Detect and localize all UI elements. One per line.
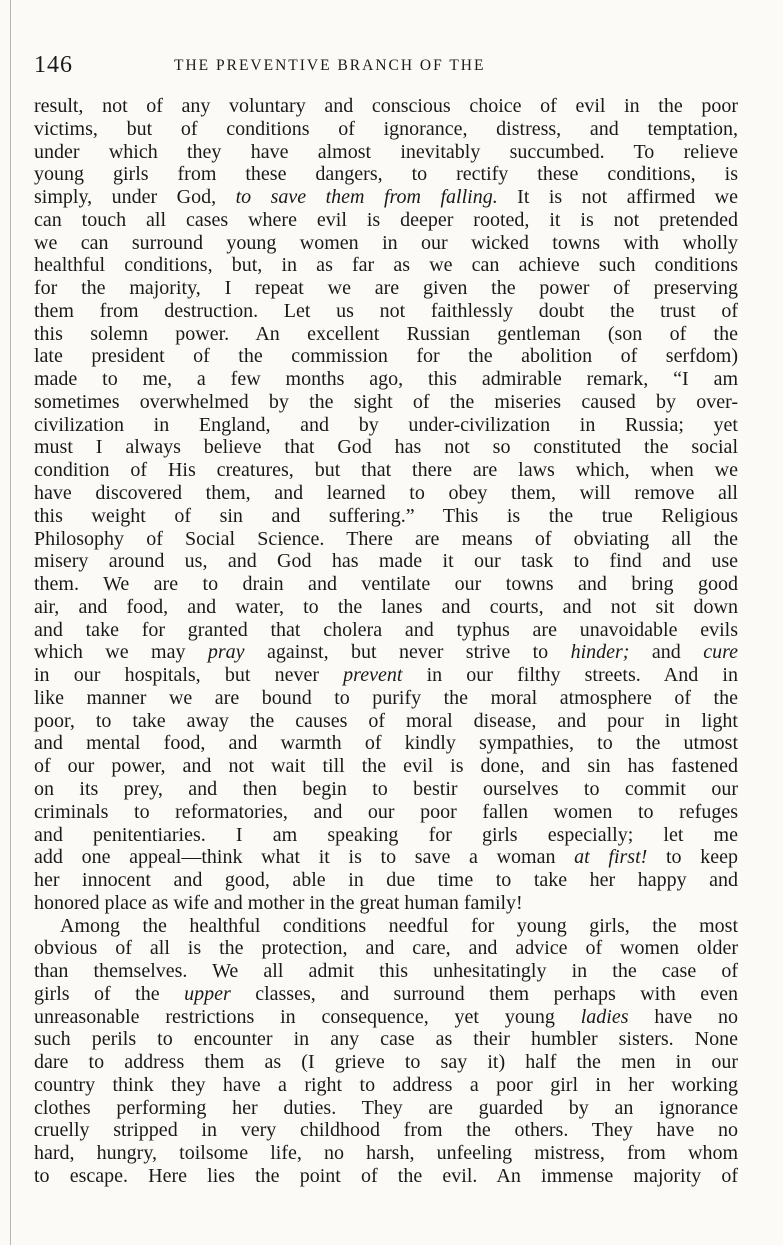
text-run: and penitentiaries. I am speaking for girls especially; let me: [34, 823, 738, 846]
text-line: [34, 436, 738, 459]
text-run: Philosophy of Social Science. There are means of obviating all the: [34, 527, 738, 550]
text-line: [34, 254, 738, 277]
italic-run: hinder;: [570, 641, 630, 664]
text-run: simply, under God,: [34, 186, 236, 209]
text-line: [34, 596, 738, 619]
italic-run: ladies: [580, 1005, 629, 1028]
text-line: [34, 915, 738, 938]
text-run: against, but never strive to: [244, 641, 571, 664]
text-line: [34, 1119, 738, 1142]
text-line: [34, 869, 738, 892]
text-line: [34, 459, 738, 482]
italic-run: upper: [184, 982, 231, 1005]
text-line: [34, 95, 738, 118]
italic-run: pray: [207, 641, 245, 664]
text-run: to escape. Here lies the point of the evil. An immense majority of: [34, 1164, 738, 1187]
text-run: victims, but of conditions of ignorance, distress, and temptation,: [34, 117, 738, 140]
text-run: we can surround young women in our wicked towns with wholly: [34, 231, 738, 254]
text-line: [34, 778, 738, 801]
text-run: It is not affirmed we: [497, 186, 738, 209]
page-number: 146: [34, 52, 73, 78]
text-run: girls of the: [34, 982, 185, 1005]
text-run: and mental food, and warmth of kindly sympathies, to the utmost: [34, 732, 738, 755]
text-line: [34, 687, 738, 710]
text-run: late president of the commission for the abolition of serfdom): [34, 345, 738, 368]
text-run: young girls from these dangers, to rectify these conditions, is: [34, 163, 738, 186]
text-line: [34, 619, 738, 642]
text-line: [34, 1165, 738, 1188]
text-run: can touch all cases where evil is deeper rooted, it is not pretended: [34, 208, 738, 231]
text-run: clothes performing her duties. They are guarded by an ignorance: [34, 1096, 738, 1119]
text-run: dare to address them as (I grieve to say it) half the men in our: [34, 1051, 738, 1074]
text-run: and take for granted that cholera and typhus are unavoidable evils: [34, 618, 738, 641]
text-run: like manner we are bound to purify the moral atmosphere of the: [34, 686, 738, 709]
text-run: result, not of any voluntary and conscious choice of evil in the poor: [34, 95, 738, 117]
text-run: have discovered them, and learned to obey them, will remove all: [34, 482, 738, 505]
text-line: [34, 983, 738, 1006]
text-line: [34, 550, 738, 573]
text-run: and: [629, 641, 704, 664]
text-line: [34, 300, 738, 323]
text-run: for the majority, I repeat we are given the power of preserving: [34, 277, 738, 300]
text-run: than themselves. We all admit this unhesitatingly in the case of: [34, 960, 738, 983]
running-head: [34, 52, 744, 80]
text-line: [34, 163, 738, 186]
text-line: [34, 414, 738, 437]
text-run: in our filthy streets. And in: [402, 664, 738, 687]
text-run: condition of His creatures, but that there are laws which, when we: [34, 459, 738, 482]
text-line: [34, 824, 738, 847]
italic-run: cure: [703, 641, 738, 664]
text-run: under which they have almost inevitably succumbed. To relieve: [34, 140, 738, 163]
text-line: [34, 186, 738, 209]
italic-run: prevent: [343, 664, 403, 687]
text-line: [34, 573, 738, 596]
text-run: cruelly stripped in very childhood from the others. They have no: [34, 1119, 738, 1142]
text-line: [34, 960, 738, 983]
text-line: [34, 505, 738, 528]
text-line: [34, 664, 738, 687]
text-run: them. We are to drain and ventilate our towns and bring good: [34, 573, 738, 596]
italic-run: at first!: [574, 846, 648, 869]
text-line: [34, 528, 738, 551]
text-run: country think they have a right to address a poor girl in her working: [34, 1073, 738, 1096]
text-run: criminals to reformatories, and our poor fallen women to refuges: [34, 800, 738, 823]
text-run: this weight of sin and suffering.” This is the true Religious: [34, 504, 738, 527]
text-line: [34, 1097, 738, 1120]
text-line: [34, 368, 738, 391]
text-line: [34, 755, 738, 778]
text-run: Among the healthful conditions needful for young girls, the most: [60, 914, 738, 937]
text-run: healthful conditions, but, in as far as we can achieve such conditions: [34, 254, 738, 277]
text-run: such perils to encounter in any case as their humbler sisters. None: [34, 1028, 738, 1051]
text-run: made to me, a few months ago, this admirable remark, “I am: [34, 368, 738, 391]
text-run: honored place as wife and mother in the great human family!: [34, 891, 523, 914]
text-run: them from destruction. Let us not faithlessly doubt the trust of: [34, 299, 738, 322]
text-run: to keep: [647, 846, 739, 869]
text-line: [34, 641, 738, 664]
text-line: [34, 1142, 738, 1165]
italic-run: to save them from falling.: [235, 186, 498, 209]
text-line: [34, 892, 738, 915]
text-run: obvious of all is the protection, and care, and advice of women older: [34, 937, 738, 960]
text-line: [34, 482, 738, 505]
body-text: [34, 95, 738, 1188]
text-line: [34, 801, 738, 824]
text-run: civilization in England, and by under-civilization in Russia; yet: [34, 413, 738, 436]
text-run: add one appeal—think what it is to save a woman: [34, 846, 575, 869]
text-line: [34, 846, 738, 869]
text-line: [34, 391, 738, 414]
text-line: [34, 277, 738, 300]
text-line: [34, 345, 738, 368]
text-run: air, and food, and water, to the lanes and courts, and not sit down: [34, 595, 738, 618]
text-run: which we may: [34, 641, 208, 664]
text-run: have no: [628, 1005, 738, 1028]
text-line: [34, 141, 738, 164]
text-line: [34, 1051, 738, 1074]
text-line: [34, 232, 738, 255]
text-line: [34, 1028, 738, 1051]
text-run: misery around us, and God has made it our task to find and use: [34, 550, 738, 573]
text-run: sometimes overwhelmed by the sight of the miseries caused by over-: [34, 390, 738, 413]
text-line: [34, 118, 738, 141]
text-line: [34, 937, 738, 960]
text-run: this solemn power. An excellent Russian gentleman (son of the: [34, 322, 738, 345]
text-line: [34, 1006, 738, 1029]
text-run: of our power, and not wait till the evil is done, and sin has fastened: [34, 755, 738, 778]
text-run: her innocent and good, able in due time to take her happy and: [34, 869, 738, 892]
text-line: [34, 710, 738, 733]
text-run: poor, to take away the causes of moral disease, and pour in light: [34, 709, 738, 732]
text-line: [34, 732, 738, 755]
page-edge-rule: [10, 0, 11, 1245]
text-run: must I always believe that God has not so constituted the social: [34, 436, 738, 459]
text-run: on its prey, and then begin to bestir ourselves to commit our: [34, 777, 738, 800]
text-line: [34, 1074, 738, 1097]
text-run: classes, and surround them perhaps with even: [230, 982, 739, 1005]
text-line: [34, 323, 738, 346]
text-run: hard, hungry, toilsome life, no harsh, unfeeling mistress, from whom: [34, 1142, 738, 1165]
text-run: unreasonable restrictions in consequence, yet young: [34, 1005, 581, 1028]
text-line: [34, 209, 738, 232]
text-run: in our hospitals, but never: [34, 664, 344, 687]
running-title: THE PREVENTIVE BRANCH OF THE: [174, 57, 486, 74]
